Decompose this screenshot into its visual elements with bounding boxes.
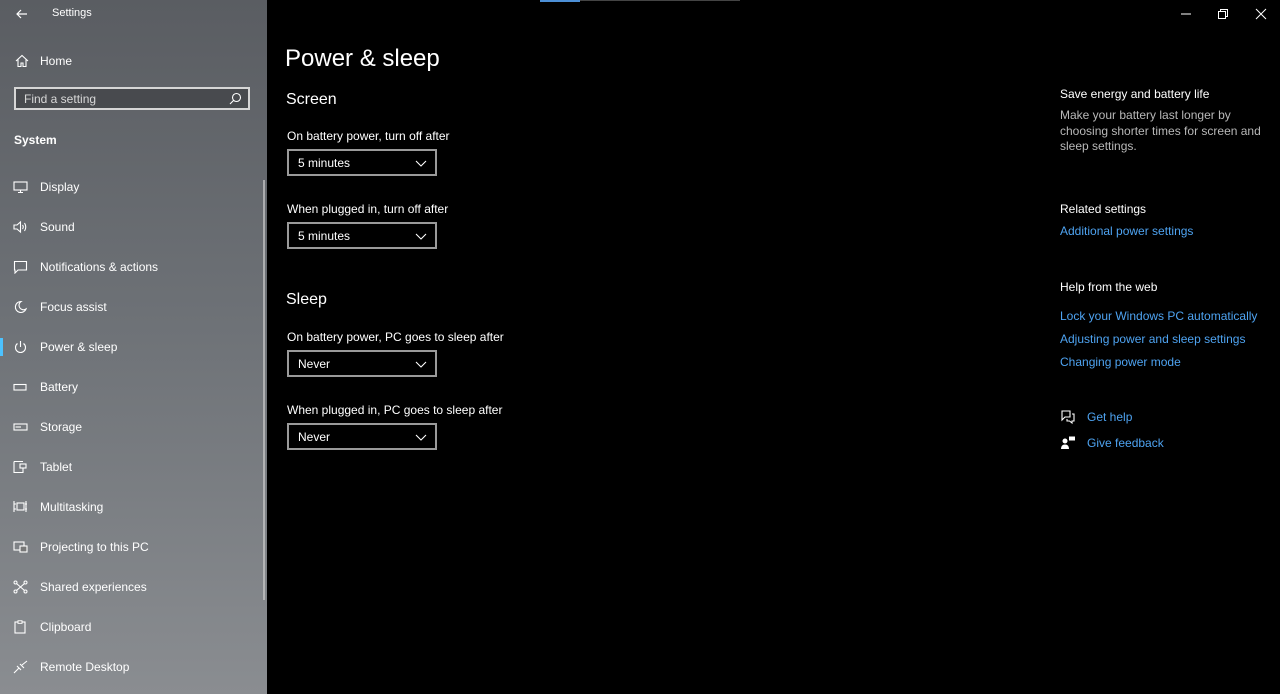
additional-power-settings-link[interactable]: Additional power settings xyxy=(1060,224,1194,238)
sidebar-item-label: Multitasking xyxy=(40,500,104,514)
sidebar-item-projecting[interactable] xyxy=(0,532,267,562)
sidebar-item-battery[interactable] xyxy=(0,372,267,402)
search-icon[interactable] xyxy=(229,92,242,105)
chevron-down-icon xyxy=(415,230,427,242)
sidebar xyxy=(0,0,267,694)
sleep-battery-dropdown[interactable] xyxy=(287,350,437,377)
sleep-heading: Sleep xyxy=(286,291,327,308)
sidebar-item-label: Sound xyxy=(40,220,75,234)
restore-icon[interactable] xyxy=(1213,4,1233,24)
home-icon xyxy=(15,54,29,68)
sleep-battery-label: On battery power, PC goes to sleep after xyxy=(287,330,504,344)
sidebar-item-tablet[interactable] xyxy=(0,452,267,482)
related-settings-heading: Related settings xyxy=(1060,202,1147,216)
section-label-system: System xyxy=(14,133,57,147)
app-title: Settings xyxy=(52,7,92,19)
sidebar-item-label: Focus assist xyxy=(40,300,107,314)
chevron-down-icon xyxy=(415,431,427,443)
close-icon[interactable] xyxy=(1251,4,1271,24)
sidebar-scrollbar[interactable] xyxy=(263,180,265,600)
chevron-down-icon xyxy=(415,157,427,169)
sidebar-item-label: Tablet xyxy=(40,460,73,474)
sidebar-item-clipboard[interactable] xyxy=(0,612,267,642)
save-energy-text: Make your battery last longer by choosing shorter times for screen and sleep settings. xyxy=(1060,108,1261,153)
focus-assist-icon xyxy=(13,300,28,314)
help-web-heading: Help from the web xyxy=(1060,280,1158,294)
dropdown-value: Never xyxy=(298,357,331,371)
home-label: Home xyxy=(40,54,73,68)
sidebar-item-focus-assist[interactable] xyxy=(0,292,267,322)
search-input[interactable] xyxy=(24,91,224,107)
save-energy-heading: Save energy and battery life xyxy=(1060,87,1210,101)
screen-plugged-label: When plugged in, turn off after xyxy=(287,202,449,216)
sidebar-item-notifications[interactable] xyxy=(0,252,267,282)
projecting-icon xyxy=(13,540,28,554)
dropdown-value: 5 minutes xyxy=(298,229,351,243)
back-arrow-icon[interactable] xyxy=(12,4,32,24)
sidebar-item-power-sleep[interactable] xyxy=(0,332,267,362)
get-help-row[interactable] xyxy=(1060,407,1180,427)
sidebar-item-remote-desktop[interactable] xyxy=(0,652,267,682)
give-feedback-link[interactable]: Give feedback xyxy=(1087,436,1164,450)
top-accent-bar xyxy=(540,0,580,2)
give-feedback-icon xyxy=(1060,435,1076,451)
multitasking-icon xyxy=(13,500,28,514)
sidebar-item-display[interactable] xyxy=(0,172,267,202)
lock-pc-link[interactable]: Lock your Windows PC automatically xyxy=(1060,309,1258,323)
display-icon xyxy=(13,180,28,194)
storage-icon xyxy=(13,420,28,434)
remote-desktop-icon xyxy=(13,660,28,674)
sidebar-item-label: Shared experiences xyxy=(40,580,147,594)
notifications-icon xyxy=(13,260,28,274)
title-bar xyxy=(0,0,267,28)
chevron-down-icon xyxy=(415,358,427,370)
sidebar-item-label: Projecting to this PC xyxy=(40,540,149,554)
changing-power-mode-link[interactable]: Changing power mode xyxy=(1060,355,1181,369)
dropdown-value: Never xyxy=(298,430,331,444)
get-help-icon xyxy=(1060,409,1076,425)
give-feedback-row[interactable] xyxy=(1060,433,1190,453)
power-icon xyxy=(13,340,28,354)
sidebar-item-label: Battery xyxy=(40,380,79,394)
adjusting-power-link[interactable]: Adjusting power and sleep settings xyxy=(1060,332,1246,346)
sidebar-item-shared-experiences[interactable] xyxy=(0,572,267,602)
tablet-icon xyxy=(13,460,28,474)
sidebar-item-sound[interactable] xyxy=(0,212,267,242)
screen-heading: Screen xyxy=(286,91,337,108)
sidebar-item-label: Remote Desktop xyxy=(40,660,130,674)
screen-battery-label: On battery power, turn off after xyxy=(287,129,450,143)
battery-icon xyxy=(13,380,28,394)
shared-experiences-icon xyxy=(13,580,28,594)
search-box[interactable] xyxy=(14,87,250,110)
get-help-link[interactable]: Get help xyxy=(1087,410,1133,424)
sidebar-item-label: Clipboard xyxy=(40,620,92,634)
screen-plugged-dropdown[interactable] xyxy=(287,222,437,249)
page-title: Power & sleep xyxy=(285,45,440,72)
sidebar-item-multitasking[interactable] xyxy=(0,492,267,522)
minimize-icon[interactable] xyxy=(1176,4,1196,24)
sleep-plugged-label: When plugged in, PC goes to sleep after xyxy=(287,403,503,417)
home-nav-item[interactable] xyxy=(0,48,267,74)
sidebar-item-label: Display xyxy=(40,180,80,194)
sidebar-item-label: Power & sleep xyxy=(40,340,118,354)
dropdown-value: 5 minutes xyxy=(298,156,351,170)
sidebar-item-storage[interactable] xyxy=(0,412,267,442)
screen-battery-dropdown[interactable] xyxy=(287,149,437,176)
sleep-plugged-dropdown[interactable] xyxy=(287,423,437,450)
clipboard-icon xyxy=(13,620,28,634)
sidebar-item-label: Storage xyxy=(40,420,83,434)
sound-icon xyxy=(13,220,28,234)
top-divider xyxy=(580,0,740,1)
sidebar-item-label: Notifications & actions xyxy=(40,260,159,274)
